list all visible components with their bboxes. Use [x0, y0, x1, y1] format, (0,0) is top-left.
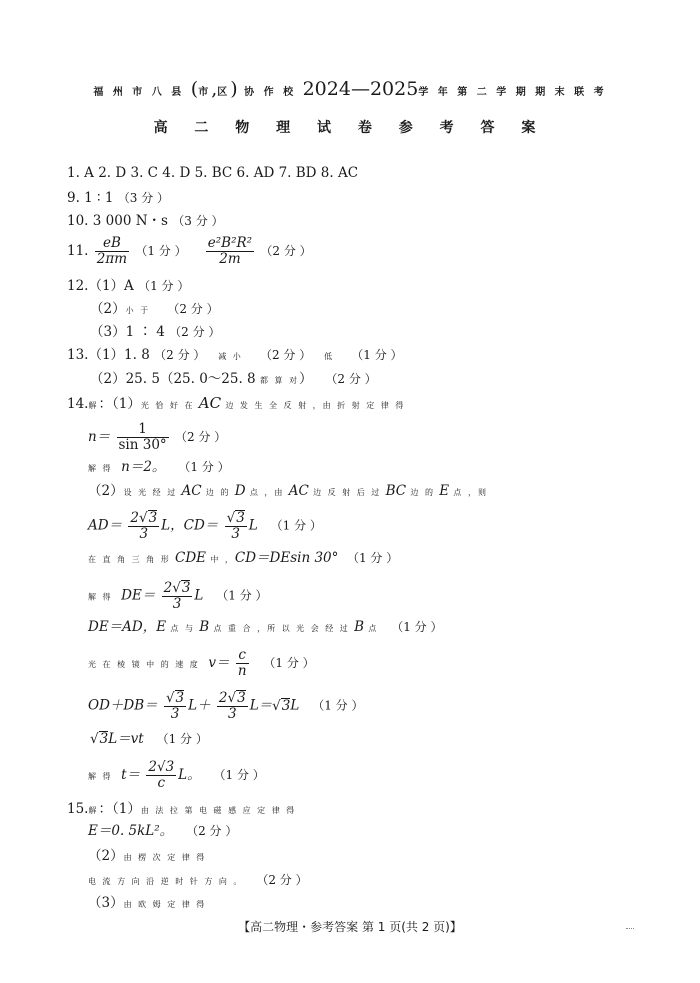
fraction-denominator: 2πm: [96, 251, 128, 267]
answer-14-de: [88, 580, 268, 612]
fraction-numerator: [162, 580, 193, 597]
symbol-bc: BC: [385, 483, 407, 499]
answer-14-label: 14.: [67, 396, 89, 412]
answer-14-1-text-2: 边 发 生 全 反 射 ，由 折 射 定 律 得: [225, 401, 406, 410]
answer-14-2: [88, 482, 488, 502]
answer-13-1-score-3: （1 分 ）: [351, 348, 403, 362]
answer-12-3-value: （3）1 ∶ 4: [90, 324, 165, 340]
header-year: 2024—2025: [302, 78, 419, 100]
answer-10-value: 10. 3 000 N・s: [67, 213, 168, 229]
answer-12-2: [90, 300, 219, 320]
answer-13-1-score-2: （2 分 ）: [259, 348, 312, 362]
answer-11-fraction-2: [206, 236, 254, 267]
sqrt-sign: √3: [138, 510, 158, 526]
sqrt-sign: √3: [272, 697, 291, 714]
header-term: 学 年 第 二 学 期 期 末 联 考: [418, 87, 607, 98]
answer-13-2-value: （2）25. 5（25. 0～25. 8: [90, 371, 256, 387]
exam-header: [0, 78, 700, 100]
coef: 2: [130, 510, 139, 526]
answer-13-1-word-2: 低: [324, 352, 335, 361]
part-label: ：（1）: [98, 801, 141, 817]
answer-11-fraction-1: [95, 236, 129, 267]
answer-12-2-score: （2 分 ）: [167, 302, 219, 316]
header-school: 协 作 校: [244, 87, 297, 98]
answer-13-1-score: （2 分 ）: [154, 348, 206, 362]
answer-12-1: [67, 277, 189, 295]
text: 中 ，: [210, 555, 235, 564]
answer-11-score-2: （2 分 ）: [260, 244, 312, 258]
score: （1 分 ）: [213, 768, 265, 782]
plus-term: L＋: [188, 697, 211, 714]
equation: E＝0. 5kL²。: [88, 823, 174, 839]
answer-15-2: [88, 847, 206, 867]
radicand: 3: [175, 690, 185, 706]
var-l: L: [290, 697, 300, 714]
answer-12-3: [90, 323, 220, 341]
answer-14-de-ad: [88, 618, 442, 638]
answer-12-2-label: （2）: [90, 301, 126, 317]
fraction-numerator: c: [236, 648, 249, 664]
header-city: 市: [198, 87, 212, 98]
answer-15-direction: [88, 871, 308, 891]
answer-12-2-value: 小 于: [125, 306, 151, 315]
coef: 2: [163, 580, 173, 596]
page-title: 高 二 物 理 试 卷 参 考 答 案: [153, 120, 547, 136]
answer-11-label: 11.: [67, 243, 89, 259]
text: 点 重 合 ，所 以 光 会 经 过: [213, 624, 350, 633]
fraction-denominator: 3: [172, 596, 182, 612]
sqrt-sign: √3: [227, 690, 246, 706]
header-region: 福 州 市 八 县: [93, 87, 185, 98]
fraction-two-root-three-over-three: [128, 510, 159, 542]
symbol-b: B: [354, 619, 365, 635]
jiede-word: 解 得: [88, 772, 113, 781]
fraction-denominator: n: [237, 663, 247, 679]
radicand: 3: [237, 690, 246, 706]
formula-lhs: t＝: [121, 767, 141, 783]
text: 点 ，由: [249, 488, 285, 497]
jiede-word: 解 得: [88, 592, 113, 602]
answer-11: [67, 236, 312, 267]
text: 点 与: [170, 624, 195, 633]
symbol-ac: AC: [181, 483, 202, 499]
part-label: （2）: [88, 483, 124, 499]
equation: DE＝AD，E: [88, 619, 167, 635]
fraction-numerator: [225, 510, 247, 527]
header-comma: ,: [211, 78, 218, 100]
text: 由 楞 次 定 律 得: [123, 853, 207, 862]
fraction-denominator: sin 30°: [118, 437, 167, 453]
text: 点 ，则: [453, 488, 488, 497]
answer-13-1-word: 减 小: [218, 352, 243, 361]
score: （1 分 ）: [156, 732, 208, 746]
equation: CD＝DEsin 30°: [234, 550, 339, 566]
fraction-numerator: eB: [95, 236, 129, 252]
answer-10-score: （3 分 ）: [172, 214, 224, 228]
fraction-denominator: c: [157, 775, 166, 791]
equals-term: L＝: [249, 697, 273, 714]
answer-1-8: 1. A 2. D 3. C 4. D 5. BC 6. AD 7. BD 8. AC: [67, 165, 359, 181]
score: （1 分 ）: [312, 698, 364, 713]
formula-lhs: n＝: [88, 429, 111, 445]
answer-14-triangle: [88, 549, 398, 569]
radicand: 3: [236, 510, 245, 526]
equation: L＝vt: [108, 731, 144, 747]
coef: 2: [218, 690, 228, 706]
header-paren-open: (: [190, 78, 199, 100]
answer-13-2-close: ）: [299, 371, 313, 387]
answer-9-score: （3 分 ）: [117, 191, 170, 205]
fraction-denominator: 3: [170, 706, 180, 722]
formula-lhs-2: ，CD＝: [170, 517, 219, 534]
answer-14-1: [67, 394, 405, 415]
part-label: ：（1）: [98, 396, 141, 412]
symbol-cde: CDE: [175, 550, 207, 566]
answer-14-od-db: [88, 690, 363, 722]
result: n＝2。: [121, 459, 166, 475]
score: （2 分 ）: [186, 824, 238, 838]
symbol-ac: AC: [288, 483, 309, 499]
corner-mark: [626, 928, 634, 929]
score: （2 分 ）: [256, 873, 308, 887]
symbol-ac: AC: [198, 394, 222, 412]
jie-word: 解: [88, 401, 99, 410]
fraction-denominator: 2m: [219, 251, 241, 267]
jiede-word: 解 得: [88, 464, 113, 473]
text: 边 的: [205, 488, 231, 497]
fraction-c-over-n: [236, 648, 249, 679]
page-footer: 【高二物理・参考答案 第 1 页(共 2 页)】: [238, 920, 462, 934]
radicand: 3: [181, 580, 191, 596]
answer-14-n-result: [88, 458, 230, 478]
score: （1 分 ）: [263, 656, 315, 670]
sqrt-sign: √3: [90, 731, 109, 747]
part-label: （3）: [88, 895, 124, 911]
answer-13-1: [67, 346, 403, 366]
fraction-t: [146, 760, 176, 791]
answer-13-1-value: 13.（1）1. 8: [67, 347, 150, 363]
sqrt-sign: √3: [165, 690, 185, 706]
answer-9: [67, 189, 169, 207]
formula-fraction: [117, 422, 169, 453]
score: （1 分 ）: [270, 518, 322, 533]
radicand: 3: [99, 731, 109, 747]
var-l: L: [194, 587, 204, 604]
score: （1 分 ）: [346, 551, 399, 565]
formula-lhs: OD＋DB＝: [88, 697, 158, 714]
text: 由 法 拉 第 电 磁 感 应 定 律 得: [140, 806, 297, 815]
answer-14-ad-cd: [88, 510, 322, 542]
answer-14-n-formula: [88, 422, 226, 453]
fraction-numerator: 2√3: [148, 759, 175, 775]
fraction-root-three-over-three: [164, 690, 186, 722]
var-l: L: [248, 517, 258, 534]
answer-12-1-score: （1 分 ）: [138, 279, 190, 293]
var-l: L。: [178, 767, 201, 783]
answer-11-score-1: （1 分 ）: [135, 244, 187, 258]
score: （2 分 ）: [174, 430, 227, 444]
fraction-root-three-over-three: [225, 510, 247, 542]
text: 边 的: [410, 488, 435, 497]
formula-lhs: v＝: [208, 655, 230, 671]
fraction-two-root-three-over-three: [217, 690, 248, 722]
sqrt-sign: √3: [172, 580, 191, 596]
text: 光 在 棱 镜 中 的 速 度: [88, 660, 200, 669]
score: （1 分 ）: [178, 460, 230, 474]
part-label: （2）: [88, 848, 124, 864]
fraction-denominator: 3: [228, 706, 237, 722]
answer-13-2-score: （2 分 ）: [325, 372, 377, 386]
header-district: 区: [217, 87, 231, 98]
answer-12-1-value: 12.（1）A: [67, 278, 134, 294]
text: 边 反 射 后 过: [313, 488, 382, 497]
symbol-e: E: [439, 483, 450, 499]
score: （1 分 ）: [216, 588, 268, 603]
answer-14-1-text: 光 恰 好 在: [140, 401, 195, 410]
answer-14-vt: [90, 730, 208, 748]
score: （1 分 ）: [391, 620, 443, 634]
answer-15-label: 15.: [67, 801, 89, 817]
fraction-numerator: [217, 690, 248, 707]
var-l: L: [161, 517, 171, 534]
answer-15-e: [88, 822, 237, 840]
fraction-numerator: e²B²R²: [207, 235, 253, 251]
answer-9-value: 9. 1 ∶ 1: [67, 190, 114, 206]
fraction-numerator: [128, 510, 159, 527]
formula-lhs: DE＝: [121, 587, 156, 604]
symbol-b: B: [199, 619, 210, 635]
answer-14-t: [88, 760, 265, 791]
answer-13-2: [90, 370, 377, 390]
text: 电 流 方 向 沿 逆 时 针 方 向 。: [88, 877, 244, 886]
header-paren-close: ): [230, 78, 238, 100]
answer-15-1: [67, 800, 296, 820]
fraction-numerator: 1: [117, 422, 169, 438]
symbol-d: D: [234, 483, 246, 499]
answer-15-3: [88, 894, 206, 914]
answer-13-2-note: 都 算 对: [259, 376, 300, 385]
fraction-numerator: [164, 690, 186, 707]
answer-14-velocity: [88, 648, 315, 679]
text: 在 直 角 三 角 形: [88, 555, 171, 564]
text: 设 光 经 过: [123, 488, 178, 497]
radicand: 3: [281, 697, 291, 714]
fraction-two-root-three-over-three: [162, 580, 193, 612]
fraction-denominator: 3: [139, 526, 149, 542]
formula-lhs: AD＝: [88, 517, 123, 534]
sqrt-sign: √3: [226, 510, 245, 526]
radicand: 3: [148, 510, 158, 526]
answer-12-3-score: （2 分 ）: [169, 325, 221, 339]
text: 点: [368, 624, 379, 633]
fraction-denominator: 3: [231, 526, 240, 542]
answer-10: [67, 212, 224, 230]
jie-word: 解: [88, 806, 99, 815]
text: 由 欧 姆 定 律 得: [123, 900, 207, 909]
